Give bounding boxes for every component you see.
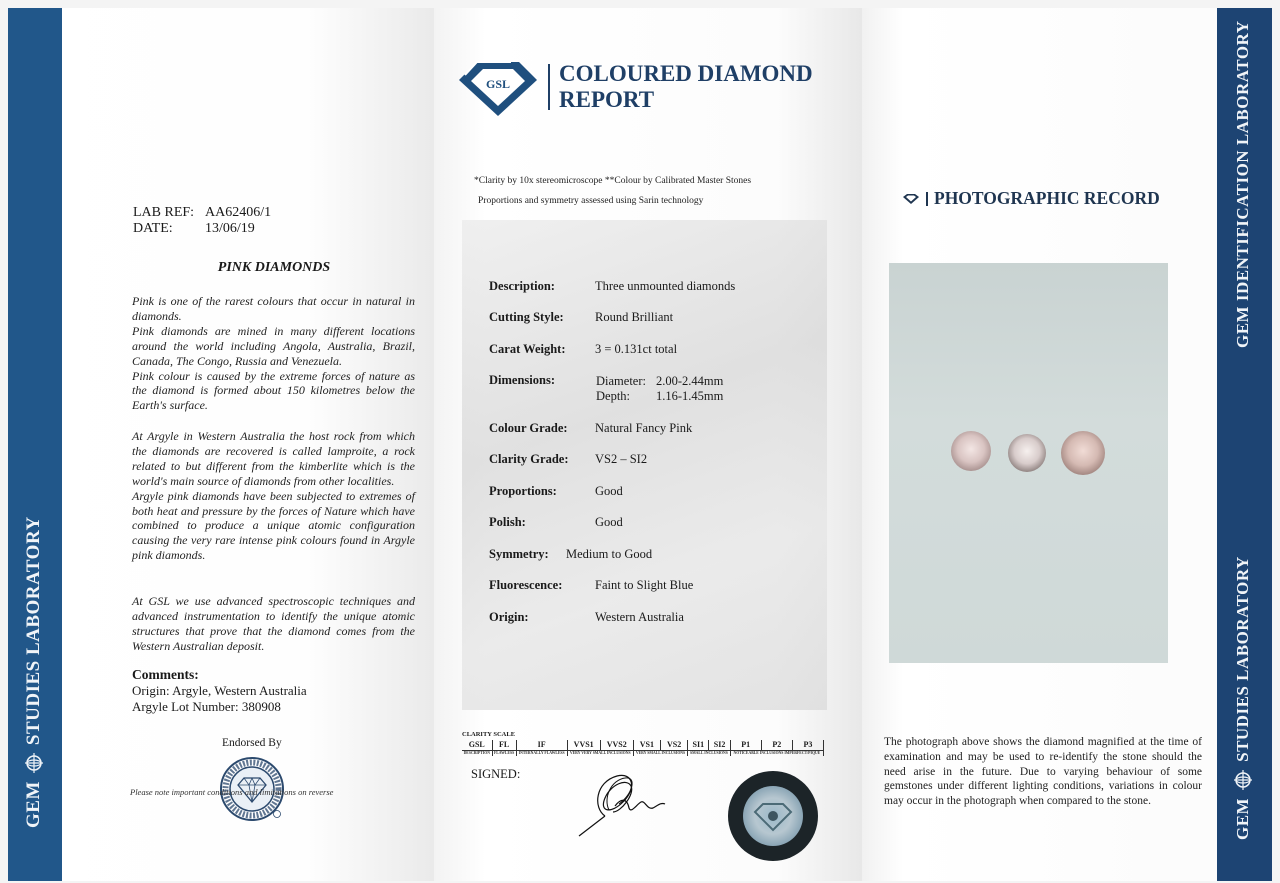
- report-title-line1: COLOURED DIAMOND: [559, 61, 813, 86]
- spine-gem-label: GEM: [23, 781, 44, 828]
- lab-ref-value: AA62406/1: [205, 205, 272, 220]
- hologram-seal: [727, 770, 819, 862]
- comments-origin: Origin: Argyle, Western Australia: [132, 683, 307, 698]
- clarity-grade: GSL: [462, 740, 492, 751]
- clarity-grade: SI1: [688, 740, 709, 751]
- spec-row-proportions: [489, 484, 623, 499]
- photographic-record-title: PHOTOGRAPHIC RECORD: [934, 188, 1160, 208]
- spec-value: Round Brilliant: [595, 310, 674, 324]
- comments-section: [132, 667, 307, 715]
- spine-gem-label: GEM: [1233, 797, 1252, 840]
- photographic-record-heading: [902, 188, 1160, 209]
- spec-label: Proportions:: [489, 484, 557, 498]
- spec-row-clarity-grade: [489, 452, 647, 467]
- spec-value: Natural Fancy Pink: [595, 421, 693, 435]
- clarity-grade: VS2: [661, 740, 688, 751]
- spec-row-symmetry: [489, 547, 652, 562]
- spec-value: 3 = 0.131ct total: [595, 342, 678, 356]
- clarity-description: VERY VERY SMALL INCLUSIONS: [567, 751, 633, 757]
- paragraph: Pink is one of the rarest colours that occur in natural in diamonds.: [132, 294, 415, 323]
- spec-label: Cutting Style:: [489, 310, 564, 324]
- spec-value: Western Australia: [595, 610, 684, 624]
- spec-row-carat-weight: [489, 342, 677, 357]
- spec-label: Fluorescence:: [489, 578, 563, 592]
- depth-value: 1.16-1.45mm: [656, 389, 724, 403]
- clarity-description: FLAWLESS: [493, 751, 515, 755]
- spec-label: Carat Weight:: [489, 342, 566, 356]
- logo-text: GSL: [485, 77, 511, 91]
- clarity-grade: FL: [492, 740, 516, 751]
- clarity-scale-title: CLARITY SCALE: [462, 731, 516, 738]
- report-title-line2: REPORT: [559, 87, 655, 112]
- spec-label: Description:: [489, 279, 555, 293]
- right-spine-top-text: GEM IDENTIFICATION LABORATORY: [1233, 20, 1252, 348]
- spine-lab-label: STUDIES LABORATORY: [1233, 556, 1252, 762]
- clarity-grade: VVS2: [600, 740, 633, 751]
- handwritten-signature: [575, 768, 685, 840]
- intro-paragraphs: [132, 294, 415, 413]
- endorsed-by-label: Endorsed By: [222, 737, 282, 749]
- diamond-stone: [1008, 434, 1046, 472]
- argyle-paragraphs: [132, 429, 415, 563]
- clarity-grade: P1: [730, 740, 761, 751]
- globe-icon: [24, 753, 44, 773]
- logo-divider: [548, 64, 550, 110]
- diamond-photograph: [889, 263, 1168, 663]
- lab-ref-label: LAB REF:: [133, 205, 195, 220]
- spec-row-origin: [489, 610, 684, 625]
- clarity-description: VERY SMALL INCLUSIONS: [633, 751, 687, 757]
- clarity-grade: P3: [792, 740, 823, 751]
- paragraph: Pink diamonds are mined in many different locations around the world including Angola, Australia, Brazil, Canada, The Congo, Russia and Venezuela.: [132, 323, 415, 368]
- spec-row-fluorescence: [489, 578, 693, 593]
- spec-value: Faint to Slight Blue: [595, 578, 694, 592]
- spec-row-description: [489, 279, 735, 294]
- lab-info: [133, 205, 271, 237]
- signed-label: SIGNED:: [471, 767, 521, 781]
- left-spine-text: [23, 516, 45, 828]
- spec-label: Origin:: [489, 610, 529, 624]
- right-spine-bottom-text: [1233, 556, 1253, 840]
- diameter-label: Diameter:: [596, 374, 646, 388]
- right-spine: [1217, 8, 1272, 881]
- pink-diamonds-title: PINK DIAMONDS: [217, 260, 331, 275]
- spec-label: Colour Grade:: [489, 421, 568, 435]
- diamond-stone: [951, 431, 991, 471]
- spec-label: Symmetry:: [489, 547, 549, 561]
- spec-row-polish: [489, 515, 623, 530]
- comments-lot: Argyle Lot Number: 380908: [132, 699, 281, 714]
- diamond-icon: [902, 193, 920, 205]
- spec-label: Polish:: [489, 515, 526, 529]
- spec-row-dimensions: [489, 373, 723, 404]
- title-divider: [926, 192, 928, 206]
- footnote-line1: *Clarity by 10x stereomicroscope **Colour by Calibrated Master Stones: [474, 176, 752, 186]
- clarity-grade: VS1: [633, 740, 660, 751]
- paragraph: At GSL we use advanced spectroscopic techniques and advanced instrumentation to identify the unique atomic structures that prove that the diamond comes from the Western Australian deposit.: [132, 594, 415, 653]
- clarity-grade: IF: [516, 740, 567, 751]
- clarity-grade: P2: [761, 740, 792, 751]
- report-title: [559, 61, 813, 113]
- dimensions-values: [596, 374, 723, 404]
- diameter-value: 2.00-2.44mm: [656, 374, 724, 388]
- date-value: 13/06/19: [205, 221, 255, 236]
- spec-label: Clarity Grade:: [489, 452, 569, 466]
- spec-row-colour-grade: [489, 421, 692, 436]
- photograph-caption: The photograph above shows the diamond magnified at the time of examination and may be used to re-identify the stone should the need arise in the future. Due to varying behaviour of some gemstones under different lighting conditions, variations in colour may occur in the photograph when compared to the stone.: [884, 736, 1202, 808]
- spec-value: VS2 – SI2: [595, 452, 648, 466]
- clarity-scale-table: [462, 740, 824, 756]
- footnote-line2: Proportions and symmetry assessed using Sarin technology: [478, 196, 704, 206]
- depth-label: Depth:: [596, 389, 631, 403]
- paragraph: Argyle pink diamonds have been subjected to extremes of both heat and pressure by the forces of Nature which have combined to produce a unique atomic configuration causing the very rare intense pink colours found in Argyle pink diamonds.: [132, 488, 415, 563]
- spine-lab-label: STUDIES LABORATORY: [23, 516, 44, 746]
- spec-row-cutting-style: [489, 310, 673, 325]
- clarity-description: INTERNALLY FLAWLESS: [516, 751, 567, 757]
- methodology-footnote: [474, 171, 751, 211]
- diamond-stone: [1061, 431, 1105, 475]
- gsl-logo: [457, 56, 539, 118]
- clarity-grade: VVS1: [567, 740, 600, 751]
- spec-label: Dimensions:: [489, 373, 555, 387]
- paragraph: Pink colour is caused by the extreme forces of nature as the diamond is formed about 150 kilometres below the Earth's surface.: [132, 368, 415, 413]
- reverse-note: Please note important conditions and limitations on reverse: [130, 787, 334, 797]
- clarity-description: NOTICEABLE INCLUSIONS IMPERFECT/PIQUE: [730, 751, 823, 757]
- clarity-grade: SI2: [709, 740, 730, 751]
- spec-value: Good: [595, 484, 623, 498]
- spec-value: Three unmounted diamonds: [595, 279, 736, 293]
- date-label: DATE:: [133, 221, 173, 236]
- globe-icon: [1233, 770, 1253, 790]
- paragraph: At Argyle in Western Australia the host rock from which the diamonds are recovered is called lamproite, a rock related to but different from the kimberlite which is the world's main source of diamonds from other localities.: [132, 429, 415, 488]
- gsl-paragraph: [132, 594, 415, 654]
- comments-heading: Comments:: [132, 667, 199, 682]
- spec-value: Good: [595, 515, 623, 529]
- clarity-description: DESCRIPTION: [462, 751, 492, 757]
- left-spine: [8, 8, 62, 881]
- clarity-description: SMALL INCLUSIONS: [688, 751, 730, 757]
- spec-value: Medium to Good: [566, 547, 653, 561]
